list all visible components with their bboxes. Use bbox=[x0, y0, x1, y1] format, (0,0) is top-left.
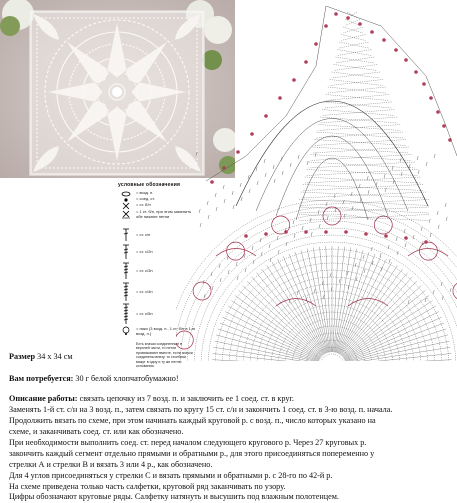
description-label: Описание работы: bbox=[9, 394, 78, 403]
double-crochet-icon bbox=[118, 228, 134, 242]
description-line-8: Для 4 углов присоединяться у стрелки С и вязать прямыми и обратными р. с 28-го по 42-й р. bbox=[9, 471, 333, 480]
legend-item: = ст. с/5н bbox=[118, 303, 196, 325]
size-label: Размер bbox=[9, 352, 36, 361]
quad-treble-icon bbox=[118, 303, 134, 325]
description-line-7: стрелки А и стрелки В и вязать 3 или 4 р., как обозначено. bbox=[9, 460, 213, 469]
description-line-1: Описание работы: связать цепочку из 7 возд. п. и заключить ее 1 соед. ст. в круг. bbox=[9, 394, 294, 403]
legend-item: = ст. с/4н bbox=[118, 282, 196, 302]
description-line-2: Заменять 1-й ст. с/н на 3 возд. п., затем связать по кругу 15 ст. с/н и закончить 1 соед. ст. в 3-ю возд. п. начала. bbox=[9, 405, 393, 414]
legend-title: условные обозначения bbox=[118, 182, 181, 188]
triple-treble-icon bbox=[118, 282, 134, 302]
size-line bbox=[9, 352, 73, 363]
dtreble-icon bbox=[118, 262, 134, 280]
legend-item: = 1 ст. б/н, при этом заменить обе нижние петли bbox=[118, 209, 196, 225]
description-line-5: При необходимости выполнить соед. ст. перед началом следующего кругового р. Через 27 круговых р. bbox=[9, 438, 367, 447]
materials-line bbox=[9, 374, 179, 385]
description-line-3: Продолжить вязать по схеме, при этом начинать каждый круговой р. с возд. п., число которых указано на bbox=[9, 416, 376, 425]
materials-label: Вам потребуется: bbox=[9, 374, 74, 383]
description-line-4: схеме, и заканчивать соед. ст. или как обозначено. bbox=[9, 427, 184, 436]
legend-item: = соед. ст. bbox=[118, 196, 196, 206]
description-line-9: На схеме приведена только часть салфетки, круговой ряд заканчивать по узору. bbox=[9, 482, 286, 491]
description-line-6: закончить каждый сегмент отдельно прямыми и обратными р., для этого присоединяться попеременно у bbox=[9, 449, 375, 458]
legend-item: = ст. с/3н bbox=[118, 262, 196, 280]
legend-item: = пико (3 возд. п., 1 ст. б/н в 1-ю возд. п.) bbox=[118, 326, 196, 338]
treble-icon bbox=[118, 244, 134, 260]
size-value: 34 х 34 см bbox=[35, 352, 73, 361]
materials-value: 30 г белой хлопчатобумажно! bbox=[73, 374, 179, 383]
description-line-10: Цифры обозначают круговые ряды. Салфетку натянуть и высушить под влажным полотенцем. bbox=[9, 492, 339, 501]
legend-item: = ст. б/н bbox=[118, 202, 196, 212]
crochet-chart bbox=[176, 6, 457, 361]
legend-item: = возд. п. bbox=[118, 190, 196, 200]
chain-replace-icon bbox=[118, 209, 134, 219]
legend-item: = ст. с/н bbox=[118, 228, 196, 242]
picot-icon bbox=[118, 326, 134, 336]
legend-item: = ст. с/2н bbox=[118, 244, 196, 260]
legend-note: Есть значки соединенные в верхней части, то петли провязывают вместе, если значки соединены внизу, то столбики вяжут в одну и ту же петлю основания. bbox=[136, 342, 193, 369]
